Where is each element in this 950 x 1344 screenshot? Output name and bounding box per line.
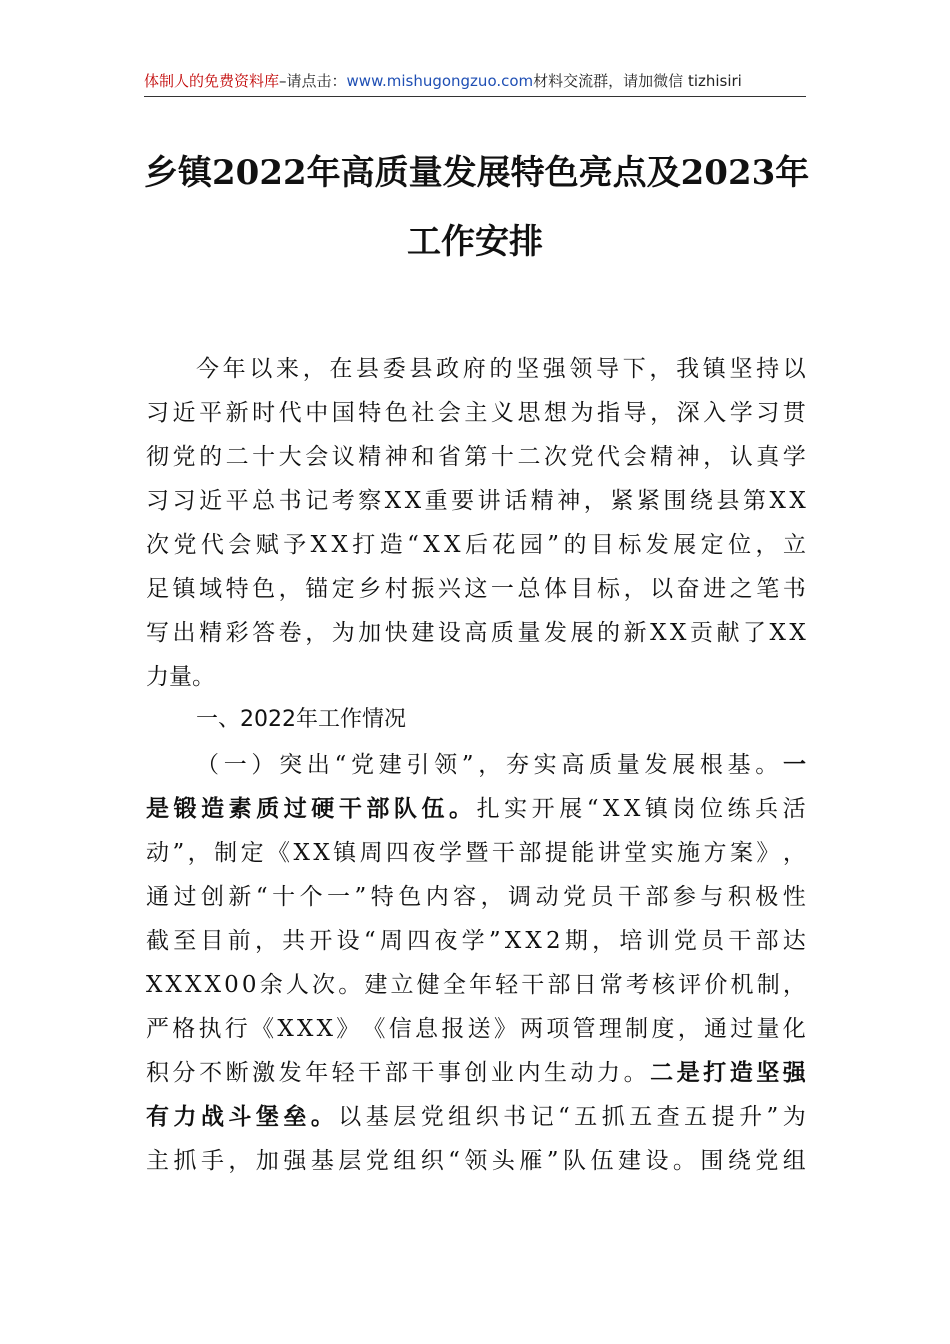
intro-line: 今 年 以 来 ， 在 县 委 县 政 府 的 坚 强 领 导 下 ， 我 镇 坚 持 以 [196,356,806,382]
body-line: X X X X 0 0 余 人 次 。 建 立 健 全 年 轻 干 部 日 常 考 核 评 价 机 制 ， [146,972,806,998]
page-header [144,66,806,97]
intro-line: 足 镇 域 特 色 ， 锚 定 乡 村 振 兴 这 一 总 体 目 标 ， 以 奋 进 之 笔 书 [146,576,806,602]
intro-line: 写 出 精 彩 答 卷 ， 为 加 快 建 设 高 质 量 发 展 的 新 X X 贡 献 了 X X [146,620,806,646]
intro-line: 彻 党 的 二 十 大 会 议 精 神 和 省 第 十 二 次 党 代 会 精 神 ， 认 真 学 [146,444,806,470]
body-line: 动 ” ， 制 定 《 X X 镇 周 四 夜 学 暨 干 部 提 能 讲 堂 实 施 方 案 》 ， [146,840,806,866]
header-tail: 材料交流群，请加微信 tizhisiri [533,72,742,90]
body-line: 积 分 不 断 激 发 年 轻 干 部 干 事 创 业 内 生 动 力 。 二 是 打 造 坚 强 [146,1059,806,1086]
body-line: 截 至 目 前 ， 共 开 设 “ 周 四 夜 学 ” X X 2 期 ， 培 训 党 员 干 部 达 [146,928,806,954]
body-line: 通 过 创 新 “ 十 个 一 ” 特 色 内 容 ， 调 动 党 员 干 部 参 与 积 极 性 [146,884,806,910]
body-line: 严 格 执 行 《 X X X 》 《 信 息 报 送 》 两 项 管 理 制 度 ， 通 过 量 化 [146,1016,806,1042]
section-heading: 一、2022年工作情况 [196,707,406,732]
header-prompt: –请点击： [279,72,347,90]
body-line: 主 抓 手 ， 加 强 基 层 党 组 织 “ 领 头 雁 ” 队 伍 建 设 。 围 绕 党 组 [146,1148,806,1174]
header-brand: 体制人的免费资料库 [144,72,280,90]
header-url-link[interactable]: www.mishugongzuo.com [346,72,534,90]
intro-line: 习 近 平 新 时 代 中 国 特 色 社 会 主 义 思 想 为 指 导 ， 深 入 学 习 贯 [146,400,806,426]
intro-line: 次 党 代 会 赋 予 X X 打 造 “ X X 后 花 园 ” 的 目 标 发 展 定 位 ， 立 [146,532,806,558]
body-line: 有 力 战 斗 堡 垒 。 以 基 层 党 组 织 书 记 “ 五 抓 五 查 五 提 升 ” 为 [146,1103,806,1130]
document-title-line-2: 工作安排 [407,222,543,262]
body-line: 是 锻 造 素 质 过 硬 干 部 队 伍 。 扎 实 开 展 “ X X 镇 岗 位 练 兵 活 [146,795,806,822]
document-title-line-1: 乡镇2022年高质量发展特色亮点及2023年 [144,153,810,193]
intro-line: 力量。 [146,664,215,690]
intro-line: 习 习 近 平 总 书 记 考 察 X X 重 要 讲 话 精 神 ， 紧 紧 围 绕 县 第 X X [146,488,806,514]
subsection-heading: （ 一 ） 突 出 “ 党 建 引 领 ” ， 夯 实 高 质 量 发 展 根 基 。 一 [196,751,806,778]
